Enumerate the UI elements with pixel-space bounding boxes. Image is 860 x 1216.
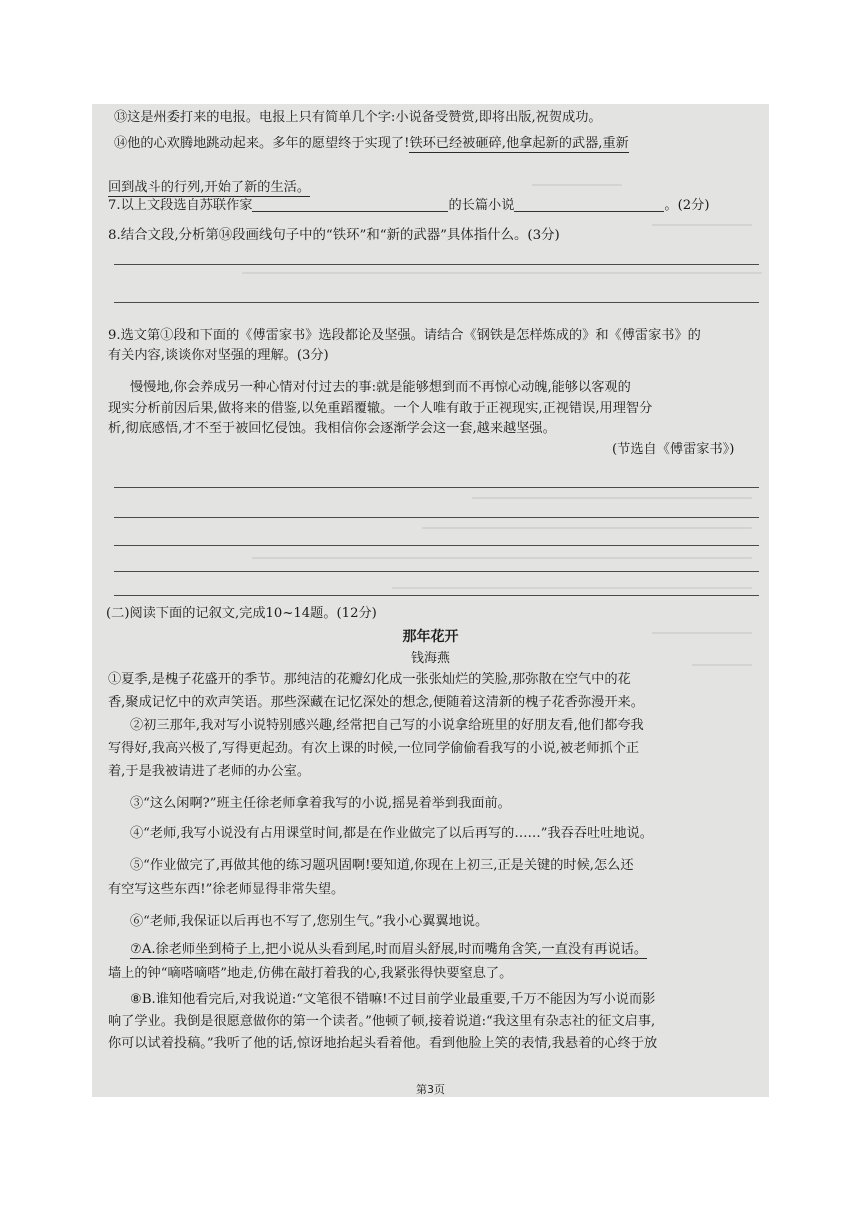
question-8: 8.结合文段,分析第⑭段画线句子中的“铁环”和“新的武器”具体指什么。(3分) <box>108 228 560 243</box>
article-p5-l2: 有空写这些东西!”徐老师显得非常失望。 <box>108 882 345 897</box>
article-p2-l1: ②初三那年,我对写小说特别感兴趣,经常把自己写的小说拿给班里的好朋友看,他们都夸我 <box>130 718 644 733</box>
author-blank[interactable] <box>252 197 448 212</box>
question-7-mid: 的长篇小说 <box>448 198 515 213</box>
excerpt-source: (节选自《傅雷家书》) <box>612 442 735 457</box>
paragraph-14-start: ⑭他的心欢腾地跳动起来。多年的愿望终于实现了! <box>114 136 410 151</box>
question-7-text: 7.以上文段选自苏联作家 <box>108 198 253 213</box>
answer-line-9-3[interactable] <box>114 545 759 546</box>
article-p8-l1: ⑧B.谁知他看完后,对我说道:“文笔很不错嘛!不过目前学业最重要,千万不能因为写小说而影 <box>130 992 656 1007</box>
article-p3: ③“这么闲啊?”班主任徐老师拿着我写的小说,摇晃着举到我面前。 <box>130 796 511 811</box>
article-p1-l1: ①夏季,是槐子花盛开的季节。那纯洁的花瓣幻化成一张张灿烂的笑脸,那弥散在空气中的花 <box>108 672 631 687</box>
article-p8-l2: 响了学业。我倒是很愿意做你的第一个读者。”他顿了顿,接着说道:“我这里有杂志社的征文启事, <box>108 1014 656 1029</box>
page-number: 第3页 <box>416 1083 445 1096</box>
paragraph-14-end <box>108 178 310 198</box>
article-p2-l3: 着,于是我被请进了老师的办公室。 <box>108 764 311 779</box>
article-p4: ④“老师,我写小说没有占用课堂时间,都是在作业做完了以后再写的……”我吞吞吐吐地说。 <box>130 826 653 841</box>
answer-line-9-2[interactable] <box>114 517 759 518</box>
question-7-points: 。(2分) <box>664 198 710 213</box>
question-9: 9.选文第①段和下面的《傅雷家书》选段都论及坚强。请结合《钢铁是怎样炼成的》和《傅雷家书》的 <box>108 328 701 343</box>
article-title: 那年花开 <box>402 629 459 645</box>
paragraph-13: ⑬这是州委打来的电报。电报上只有简单几个字:小说备受赞赏,即将出版,祝贺成功。 <box>114 110 602 125</box>
sentence-a: ⑦A.徐老师坐到椅子上,把小说从头看到尾,时而眉头舒展,时而嘴角含笑,一直没有再说话。 <box>130 942 648 957</box>
section-2-heading: (二)阅读下面的记叙文,完成10~14题。(12分) <box>106 606 377 621</box>
underlined-sentence: 铁环已经被砸碎,他拿起新的武器,重新 <box>409 136 629 151</box>
answer-line-8-2[interactable] <box>114 302 759 303</box>
article-p6: ⑥“老师,我保证以后再也不写了,您别生气。”我小心翼翼地说。 <box>130 914 489 929</box>
article-p7-l2: 墙上的钟“嘀嗒嘀嗒”地走,仿佛在敲打着我的心,我紧张得快要窒息了。 <box>108 966 513 981</box>
underlined-sentence-end: 回到战斗的行列,开始了新的生活。 <box>108 180 311 195</box>
article-p8-l3: 你可以试着投稿。”我听了他的话,惊讶地抬起头看着他。看到他脸上笑的表情,我悬着的心终于放 <box>108 1036 658 1051</box>
answer-line-8-1[interactable] <box>114 264 759 265</box>
excerpt-line-1: 慢慢地,你会养成另一种心情对付过去的事:就是能够想到而不再惊心动魄,能够以客观的 <box>130 380 631 395</box>
novel-blank[interactable] <box>514 197 664 212</box>
article-p5-l1: ⑤“作业做完了,再做其他的练习题巩固啊!要知道,你现在上初三,正是关键的时候,怎么还 <box>130 858 634 873</box>
article-p2-l2: 写得好,我高兴极了,写得更起劲。有次上课的时候,一位同学偷偷看我写的小说,被老师抓个正 <box>108 741 640 756</box>
excerpt-line-3: 析,彻底感悟,才不至于被回忆侵蚀。我相信你会逐渐学会这一套,越来越坚强。 <box>108 421 556 436</box>
question-9-cont: 有关内容,谈谈你对坚强的理解。(3分) <box>108 348 329 363</box>
paragraph-14 <box>114 134 629 154</box>
answer-line-9-5[interactable] <box>114 595 759 596</box>
article-p1-l2: 香,聚成记忆中的欢声笑语。那些深藏在记忆深处的想念,便随着这清新的槐子花香弥漫开来。 <box>108 695 644 710</box>
article-p7-l1 <box>130 940 647 960</box>
answer-line-9-4[interactable] <box>114 571 759 572</box>
exam-page <box>92 104 769 1097</box>
question-7 <box>108 196 709 216</box>
excerpt-line-2: 现实分析前因后果,做将来的借鉴,以免重蹈覆辙。一个人唯有敢于正视现实,正视错误,用理智分 <box>108 401 653 416</box>
answer-line-9-1[interactable] <box>114 487 759 488</box>
article-author: 钱海燕 <box>410 651 450 666</box>
